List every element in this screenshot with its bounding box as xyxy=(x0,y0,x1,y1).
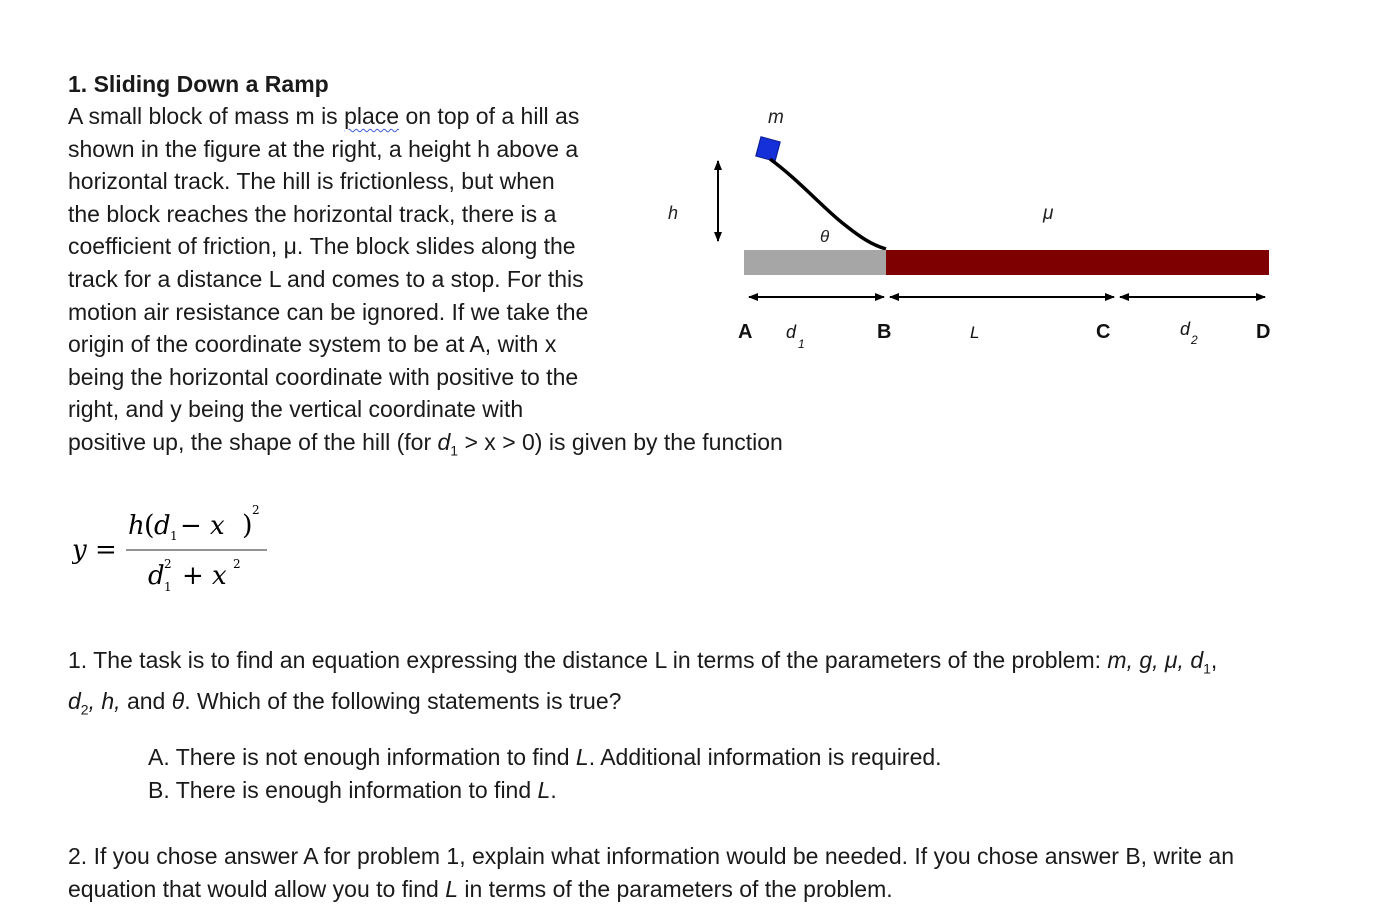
angle-label: θ xyxy=(820,227,830,246)
answer-options xyxy=(148,741,942,806)
mass-label: m xyxy=(768,107,784,128)
equation-numerator-minus-x: − x xyxy=(180,511,225,541)
paragraph-line-10: right, and y being the vertical coordinate with xyxy=(68,396,524,423)
equation-numerator-d: d xyxy=(154,511,171,541)
equation-denominator-exp: 2 xyxy=(164,557,172,571)
equation-numerator-h: h xyxy=(128,511,145,541)
paragraph-line-8: origin of the coordinate system to be at A, with x xyxy=(68,331,557,358)
length-label: L xyxy=(970,323,980,342)
paragraph-line-3: horizontal track. The hill is frictionless, but when xyxy=(68,168,555,195)
d1-label: d xyxy=(786,322,797,342)
ramp-diagram xyxy=(650,95,1290,365)
equation-denominator-x-exp: 2 xyxy=(233,557,241,571)
point-a-label: A xyxy=(738,321,753,343)
option-b: B. There is enough information to find L. xyxy=(148,776,557,803)
equation-paren-open: ( xyxy=(144,510,155,541)
paragraph-line-4: the block reaches the horizontal track, there is a xyxy=(68,200,557,227)
paragraph-line-11: positive up, the shape of the hill (for $d_1 > x > 0$) is given by the function xyxy=(68,428,783,459)
question-2: 2. If you chose answer A for problem 1, explain what information would be needed. If you chose answer B, write an equation that would allow you to find L in terms of the parameters of the problem. xyxy=(68,843,1234,902)
question-1: 1. The task is to find an equation expressing the distance L in terms of the parameters of the problem: m, g, μ, $d_1$, $d_2$, h, and θ. Which of the following statements is true? xyxy=(68,647,1218,718)
paragraph-line-5: coefficient of friction, μ. The block slides along the xyxy=(68,233,576,260)
hill-shape-equation xyxy=(72,500,292,600)
equation-lhs: y = xyxy=(72,535,117,565)
equation-paren-close: ) xyxy=(242,510,253,541)
paragraph-line-6: track for a distance L and comes to a stop. For this xyxy=(68,265,584,292)
point-d-label: D xyxy=(1256,321,1271,343)
equation-denominator-d: d xyxy=(148,561,165,591)
equation-numerator-exp: 2 xyxy=(252,503,260,517)
equation-denominator-sub: 1 xyxy=(164,580,172,594)
paragraph-line-1: A small block of mass m is place on top of a hill as xyxy=(68,103,580,129)
paragraph-line-9: being the horizontal coordinate with positive to the xyxy=(68,363,579,390)
d2-subscript: 2 xyxy=(1191,333,1198,347)
point-b-label: B xyxy=(877,321,892,343)
equation-denominator-plus-x: + x xyxy=(182,561,227,591)
height-label: h xyxy=(668,203,679,223)
paragraph-line-2: shown in the figure at the right, a height h above a xyxy=(68,135,579,162)
paragraph-line-7: motion air resistance can be ignored. If we take the xyxy=(68,298,589,325)
equation-numerator-sub: 1 xyxy=(170,529,178,543)
friction-label: μ xyxy=(1043,203,1054,224)
hill-base xyxy=(744,250,886,275)
friction-track xyxy=(886,250,1269,275)
d2-label: d xyxy=(1180,319,1191,339)
problem-title: 1. Sliding Down a Ramp xyxy=(68,71,329,97)
spellcheck-word[interactable]: place xyxy=(344,103,400,129)
d1-subscript: 1 xyxy=(798,337,805,351)
point-c-label: C xyxy=(1096,321,1111,343)
block xyxy=(756,137,780,161)
option-a: A. There is not enough information to find L. Additional information is required. xyxy=(148,744,942,770)
